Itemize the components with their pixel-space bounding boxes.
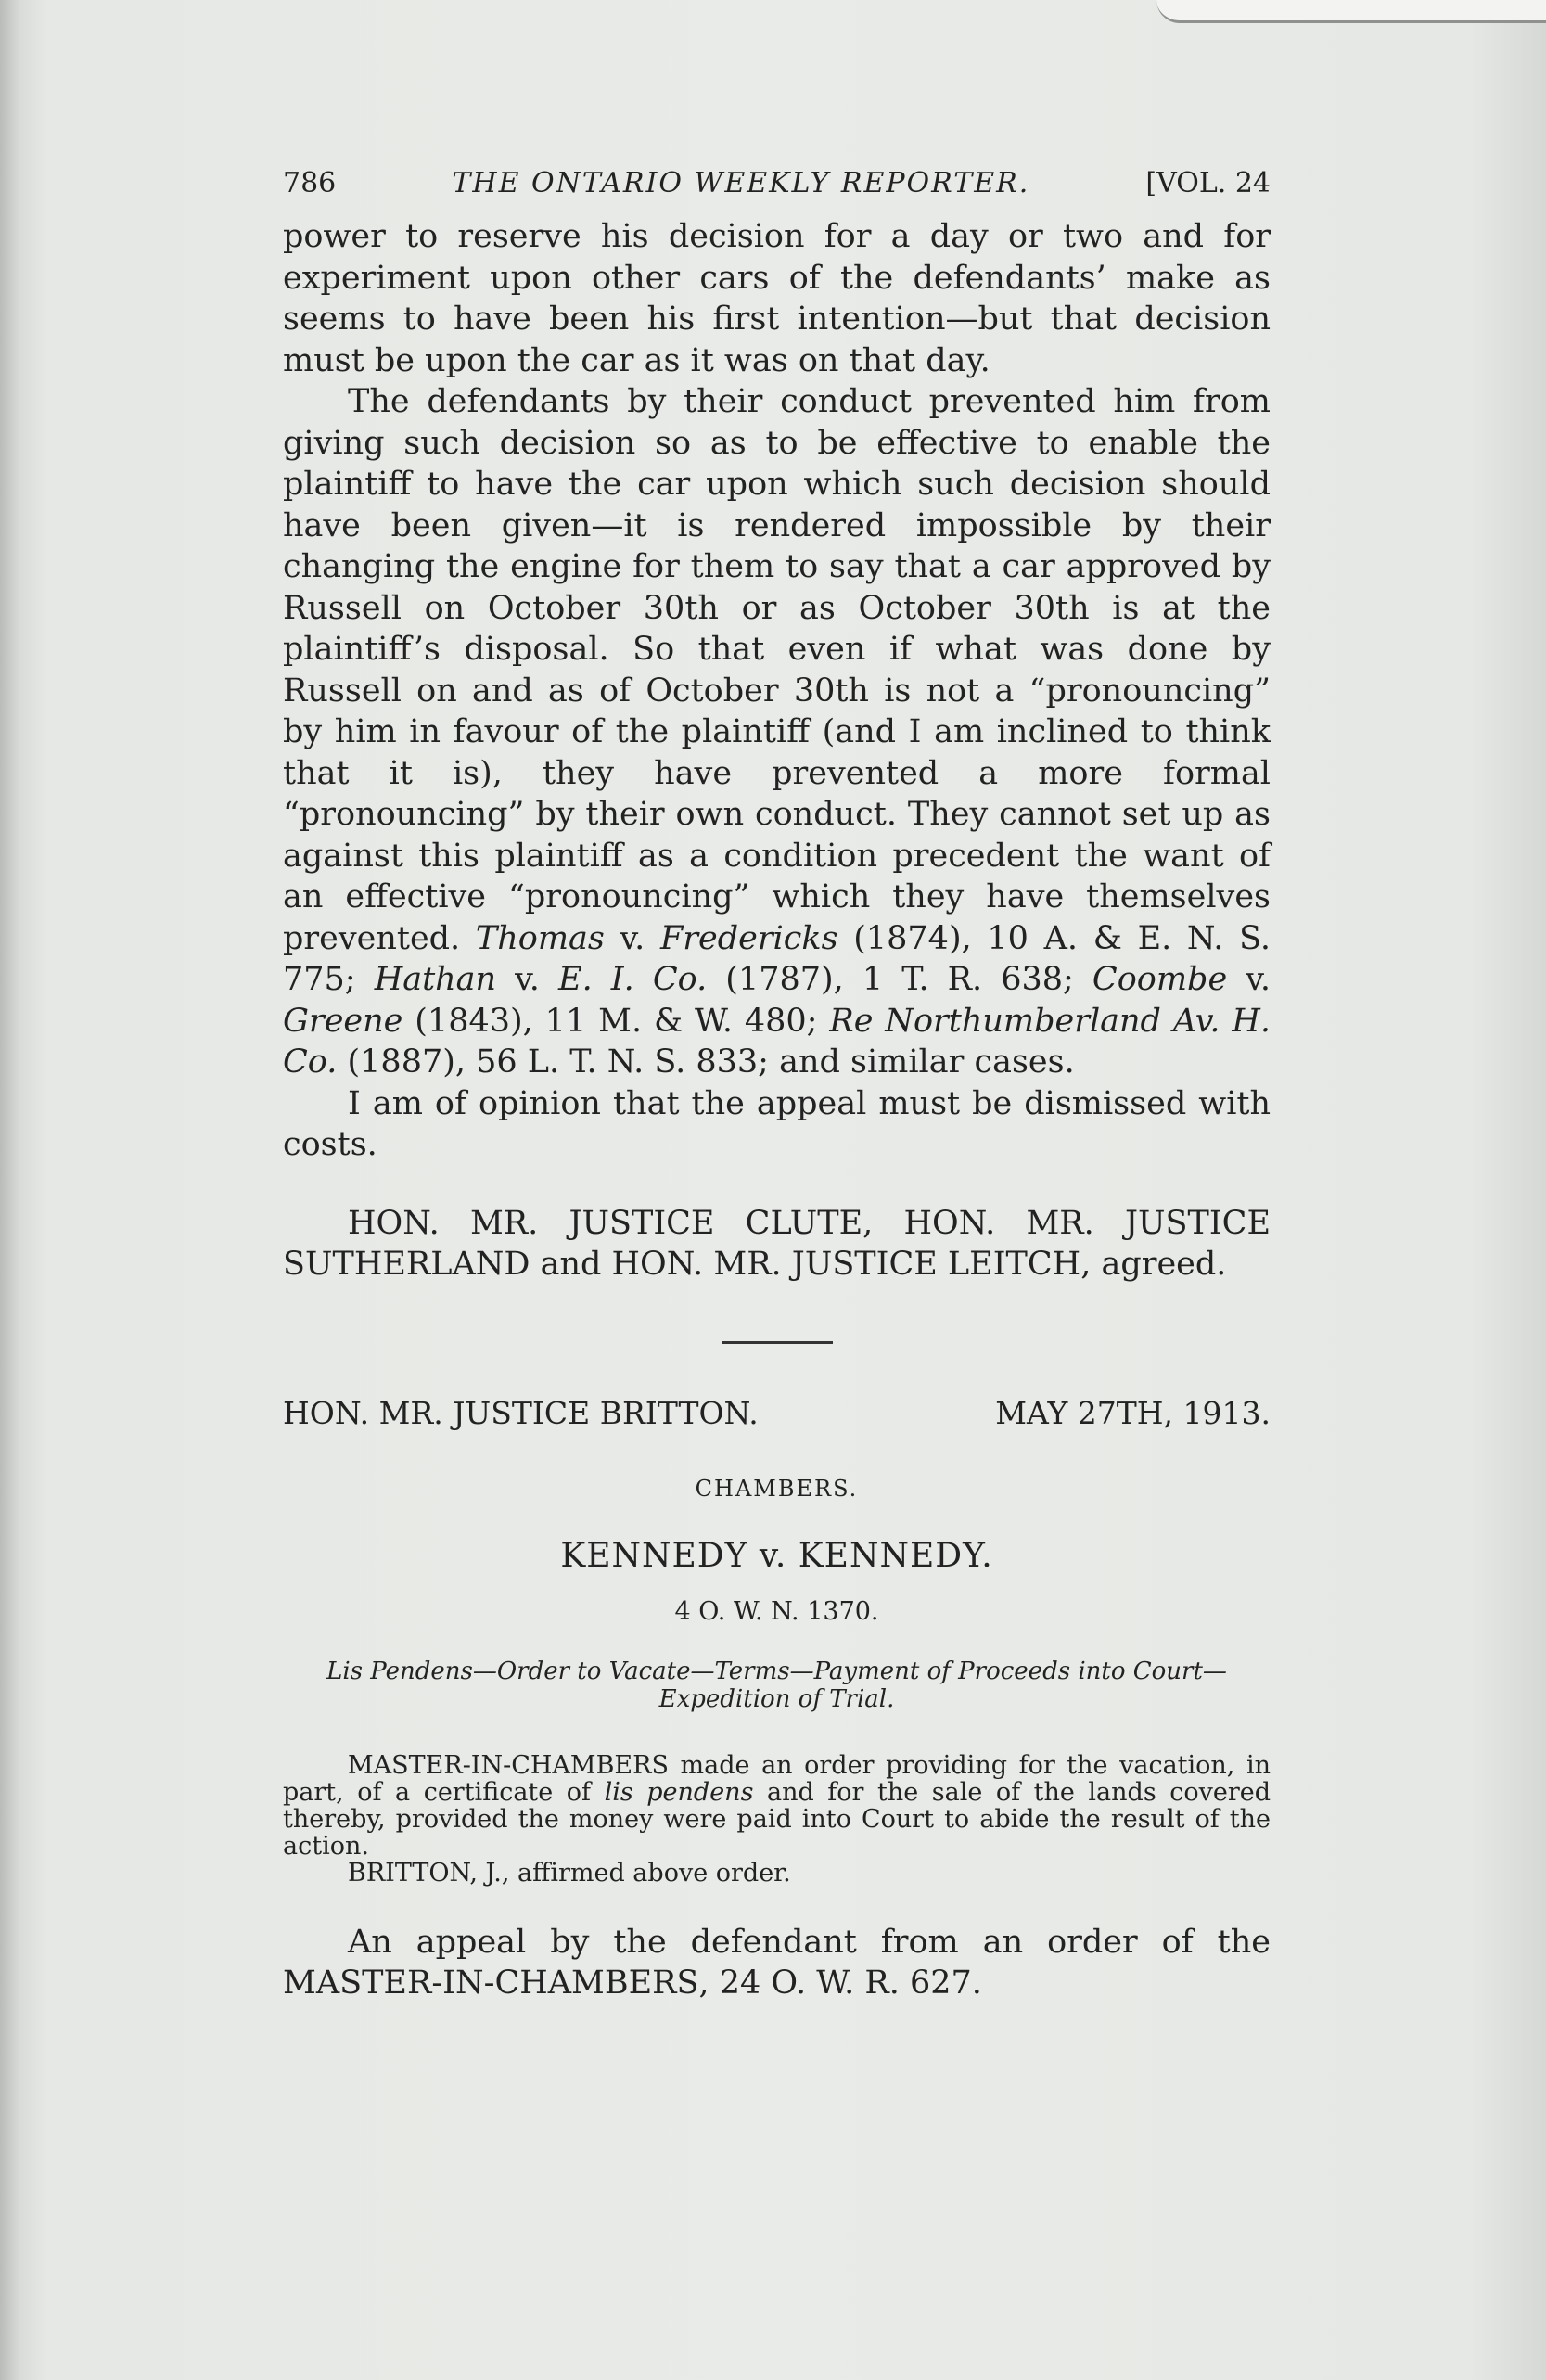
master-label: MASTER-IN-CHAMBERS — [348, 1750, 669, 1780]
paragraph-2-text: The defendants by their conduct prevented him from giving such decision so as to be effective to enable the plaintiff to have the car upon which such decision should have been given—it is rendered impossible by their changing the engine for them to say that a car approved by Russell on October 30th or as October 30th is at the plaintiff’s disposal. So that even if what was done by Russell on and as of October 30th is not a “pronouncing” by him in favour of the plaintiff (and I am inclined to think that it is), they have prevented a more formal “pronouncing” by their own conduct. They cannot set up as against this plaintiff as a condition precedent the want of an effective “pronouncing” which they have themselves prevented. — [283, 383, 1271, 957]
paragraph-3: I am of opinion that the appeal must be dismissed with costs. — [283, 1084, 1271, 1163]
decision-date: MAY 27TH, 1913. — [995, 1394, 1271, 1431]
citation: (1787), 1 T. R. 638; — [707, 961, 1092, 998]
summary-2 — [283, 1860, 1271, 1887]
summary-1-text: made an order providing for the vacation, in part, of a certificate of — [283, 1750, 1271, 1807]
master-label: MASTER-IN-CHAMBERS — [283, 1964, 699, 2002]
citation: (1874), 10 A. & E. N. S. 775; — [283, 919, 1271, 998]
paragraph-2 — [283, 381, 1271, 1083]
citation: (1887), 56 L. T. N. S. 833; and similar cases. — [337, 1043, 1075, 1081]
case-name: Re Northumberland Av. H. Co. — [283, 1002, 1271, 1081]
lis-pendens: lis pendens — [604, 1777, 754, 1807]
case-name: Greene — [283, 1002, 403, 1040]
case-name: E. I. Co. — [558, 961, 708, 998]
summary-1-text: and for the sale of the lands covered thereby, provided the money were paid into Court to abide the result of the action. — [283, 1777, 1271, 1861]
page-number: 786 — [283, 167, 337, 199]
running-header — [283, 167, 1271, 199]
concurrence: HON. MR. JUSTICE CLUTE, HON. MR. JUSTICE SUTHERLAND and HON. MR. JUSTICE LEITCH, agreed. — [283, 1204, 1271, 1283]
appeal-text: An appeal by the defendant from an order of the — [348, 1923, 1271, 1961]
appeal-text: , 24 O. W. R. 627. — [698, 1964, 982, 2002]
case-name: Fredericks — [659, 919, 838, 957]
section-divider — [722, 1341, 833, 1344]
versus: v. — [496, 961, 559, 998]
volume-label: [VOL. 24 — [1145, 167, 1271, 199]
headnote: Lis Pendens—Order to Vacate—Terms—Payment of Proceeds into Court—Expedition of Trial. — [326, 1657, 1227, 1713]
running-title: THE ONTARIO WEEKLY REPORTER. — [452, 167, 1030, 199]
britton-label: BRITTON, J. — [348, 1858, 502, 1887]
case-name: Hathan — [374, 961, 497, 998]
book-spine-shadow — [0, 0, 20, 2380]
paragraph-1: power to reserve his decision for a day or two and for experiment upon other cars of the defendants’ make as seems to have been his first intention—but that decision must be upon the car as it was on that day. — [283, 218, 1271, 379]
case-citation: 4 O. W. N. 1370. — [674, 1596, 879, 1626]
page-curl — [1156, 0, 1546, 23]
page-content — [283, 167, 1271, 2004]
versus: v. — [1227, 961, 1271, 998]
case-title: KENNEDY v. KENNEDY. — [560, 1536, 993, 1575]
judge-name: HON. MR. JUSTICE BRITTON. — [283, 1394, 759, 1431]
versus: v. — [604, 919, 660, 957]
summary-1 — [283, 1752, 1271, 1860]
case-name: Coombe — [1092, 961, 1228, 998]
court-label: CHAMBERS. — [695, 1475, 859, 1502]
summary-2-text: , affirmed above order. — [501, 1858, 791, 1887]
case-heading-line — [283, 1395, 1271, 1431]
citation: (1843), 11 M. & W. 480; — [402, 1002, 830, 1040]
appeal-paragraph — [283, 1922, 1271, 2004]
case-name: Thomas — [475, 919, 605, 957]
